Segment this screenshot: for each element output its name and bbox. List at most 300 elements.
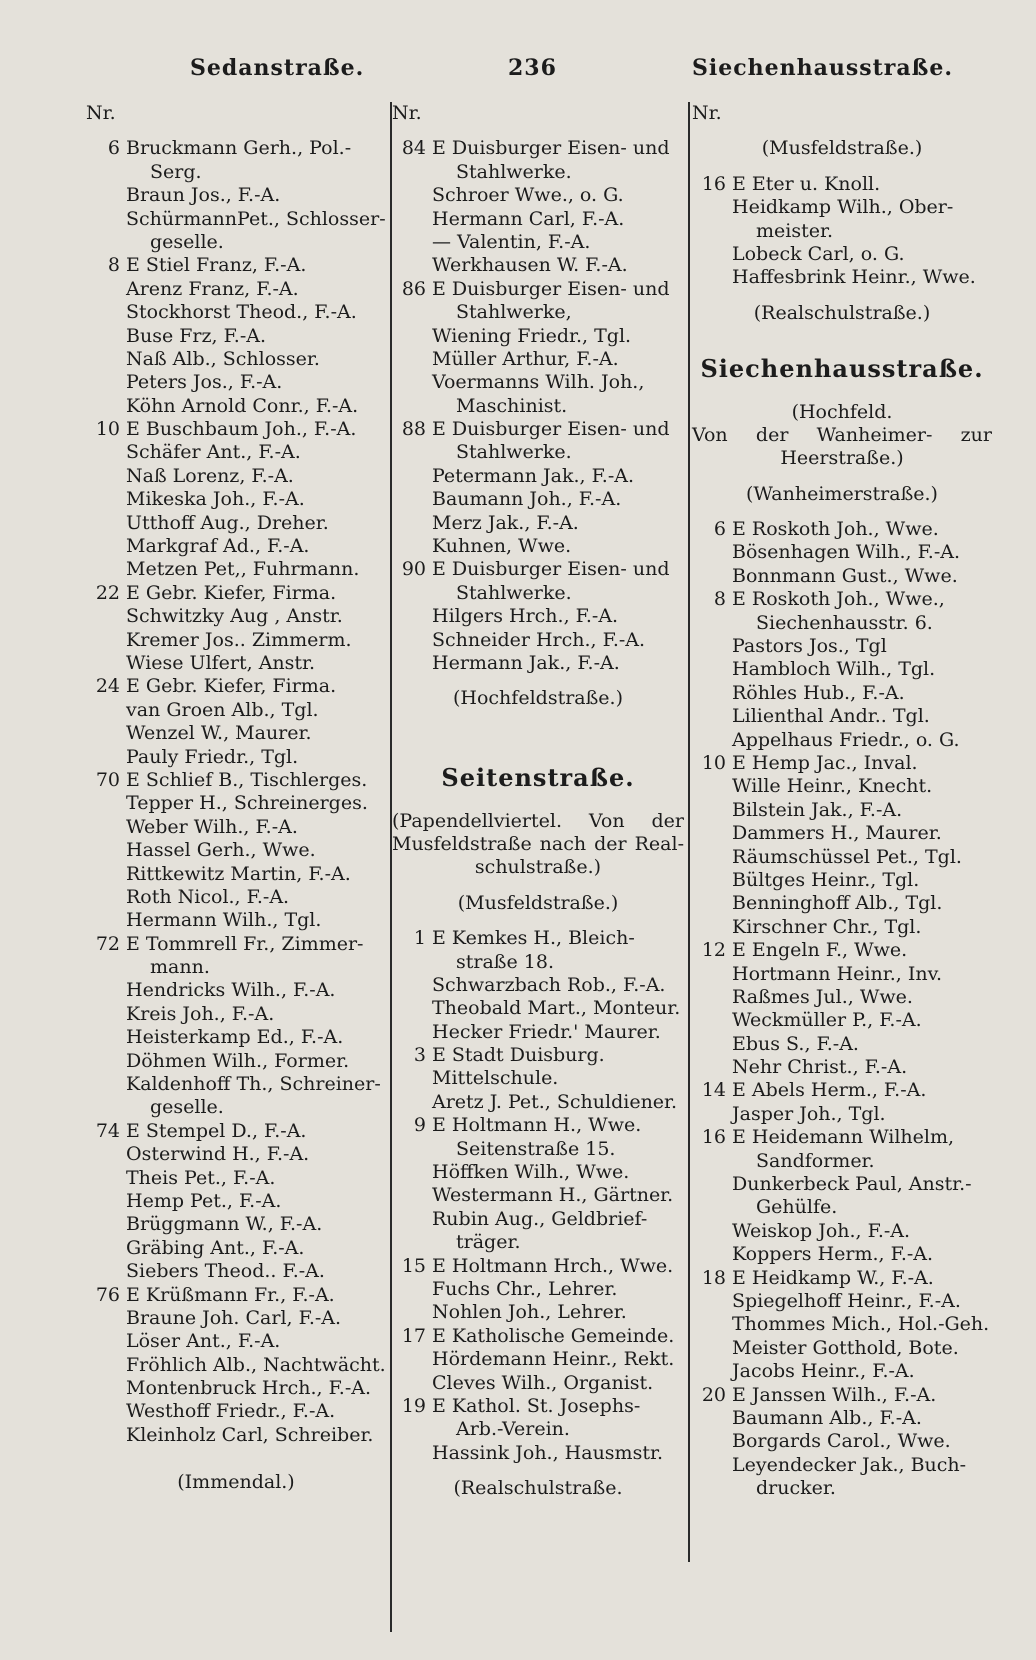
- street-desc-line-3: Heerstraße.): [780, 447, 904, 470]
- street-title-seitenstrasse: Seitenstraße.: [441, 762, 635, 792]
- directory-entry: [86, 839, 386, 862]
- directory-entry: [86, 1330, 386, 1353]
- directory-entry: [392, 1138, 684, 1161]
- resident-text: Naß Alb., Schlosser.: [126, 347, 320, 370]
- resident-text: Benninghoff Alb., Tgl.: [732, 892, 943, 915]
- resident-text: Cleves Wilh., Organist.: [432, 1371, 654, 1394]
- directory-entry: [692, 1313, 992, 1336]
- resident-text: Aretz J. Pet., Schuldiener.: [432, 1090, 678, 1113]
- resident-text: Meister Gotthold, Bote.: [732, 1336, 959, 1359]
- resident-text: E Holtmann Hrch., Wwe.: [432, 1254, 674, 1277]
- resident-text: Seitenstraße 15.: [456, 1137, 616, 1160]
- resident-text: Stahlwerke.: [456, 441, 572, 464]
- resident-text: Hermann Carl, F.-A.: [432, 207, 625, 230]
- directory-entry: [692, 846, 992, 869]
- resident-text: Nehr Christ., F.-A.: [732, 1056, 908, 1079]
- resident-text: E Heidkamp W., F.-A.: [732, 1266, 934, 1289]
- directory-entry: [392, 605, 684, 628]
- resident-text: Fuchs Chr., Lehrer.: [432, 1277, 618, 1300]
- directory-entry: [392, 371, 684, 394]
- directory-entry: [692, 963, 992, 986]
- resident-text: Maschinist.: [456, 394, 568, 417]
- column-rule-right: [688, 102, 690, 1562]
- resident-text: Bültges Heinr., Tgl.: [732, 868, 920, 891]
- directory-entry: [86, 395, 386, 418]
- resident-text: E Tommrell Fr., Zimmer-: [126, 932, 364, 955]
- directory-entry: [86, 1213, 386, 1236]
- resident-text: E Janssen Wilh., F.-A.: [732, 1383, 937, 1406]
- directory-entry: [692, 869, 992, 892]
- resident-text: Arb.-Verein.: [456, 1418, 570, 1441]
- directory-entry: [86, 137, 386, 160]
- directory-entry: [392, 1255, 684, 1278]
- resident-text: Petermann Jak., F.-A.: [432, 464, 635, 487]
- resident-text: Westermann H., Gärtner.: [432, 1184, 674, 1207]
- resident-text: Stockhorst Theod., F.-A.: [126, 301, 357, 324]
- resident-text: Voermanns Wilh. Joh.,: [432, 371, 645, 394]
- resident-text: Fröhlich Alb., Nachtwächt.: [126, 1353, 386, 1376]
- directory-entry: [86, 488, 386, 511]
- resident-text: E Duisburger Eisen- und: [432, 137, 670, 160]
- resident-text: Pauly Friedr., Tgl.: [126, 745, 299, 768]
- resident-text: Lobeck Carl, o. G.: [732, 242, 905, 265]
- resident-text: Schwitzky Aug , Anstr.: [126, 605, 343, 628]
- resident-text: Höffken Wilh., Wwe.: [432, 1161, 630, 1184]
- resident-text: E Krüßmann Fr., F.-A.: [126, 1283, 335, 1306]
- resident-text: E Stempel D., F.-A.: [126, 1119, 307, 1142]
- directory-entry: [692, 196, 992, 219]
- directory-entry: [86, 979, 386, 1002]
- page-number: 236: [508, 55, 557, 81]
- resident-text: E Roskoth Joh., Wwe.,: [732, 588, 945, 611]
- resident-text: E Abels Herm., F.-A.: [732, 1079, 927, 1102]
- resident-text: Thommes Mich., Hol.-Geh.: [732, 1313, 990, 1336]
- resident-text: Heisterkamp Ed., F.-A.: [126, 1026, 344, 1049]
- house-number: 86: [401, 277, 426, 300]
- resident-text: Leyendecker Jak., Buch-: [732, 1453, 967, 1476]
- directory-entry: [86, 1143, 386, 1166]
- resident-text: Hördemann Heinr., Rekt.: [432, 1348, 675, 1371]
- resident-text: Naß Lorenz, F.-A.: [126, 464, 294, 487]
- resident-text: Hermann Jak., F.-A.: [432, 651, 620, 674]
- directory-entry: [392, 927, 684, 950]
- house-number: 10: [95, 418, 120, 441]
- directory-entry: [392, 1067, 684, 1090]
- directory-entry: [392, 1278, 684, 1301]
- resident-text: Mittelschule.: [432, 1067, 559, 1090]
- resident-text: E Roskoth Joh., Wwe.: [732, 518, 939, 541]
- directory-entry: [86, 278, 386, 301]
- resident-text: Tepper H., Schreinerges.: [126, 792, 368, 815]
- directory-entry: [692, 1360, 992, 1383]
- resident-text: Spiegelhoff Heinr., F.-A.: [732, 1289, 961, 1312]
- header-right-street: Siechenhausstraße.: [692, 55, 954, 81]
- house-number: 18: [701, 1266, 726, 1289]
- resident-text: Nohlen Joh., Lehrer.: [432, 1301, 627, 1324]
- resident-text: Müller Arthur, F.-A.: [432, 347, 619, 370]
- resident-text: Haffesbrink Heinr., Wwe.: [732, 266, 976, 289]
- resident-text: Hendricks Wilh., F.-A.: [126, 979, 336, 1002]
- directory-entry: [692, 682, 992, 705]
- resident-text: Jacobs Heinr., F.-A.: [732, 1360, 915, 1383]
- directory-entry: [392, 441, 684, 464]
- directory-entry: [392, 1184, 684, 1207]
- directory-entry: [86, 1096, 386, 1119]
- resident-text: Räumschüssel Pet., Tgl.: [732, 845, 962, 868]
- directory-entry: [86, 605, 386, 628]
- cross-street-wanheimer: (Wanheimerstraße.): [746, 482, 938, 505]
- directory-entry: [692, 1056, 992, 1079]
- directory-entry: [392, 137, 684, 160]
- directory-entry: [86, 348, 386, 371]
- resident-text: Schneider Hrch., F.-A.: [432, 628, 646, 651]
- resident-text: Utthoff Aug., Dreher.: [126, 511, 329, 534]
- resident-text: Siechenhausstr. 6.: [756, 611, 933, 634]
- resident-text: Westhoff Friedr., F.-A.: [126, 1400, 336, 1423]
- directory-entry: [692, 1243, 992, 1266]
- resident-text: Stahlwerke.: [456, 581, 572, 604]
- resident-text: Rittkewitz Martin, F.-A.: [126, 862, 351, 885]
- directory-entry: [86, 441, 386, 464]
- directory-entry: [392, 1021, 684, 1044]
- directory-entry: [692, 1477, 992, 1500]
- directory-entry: [692, 1290, 992, 1313]
- directory-entry: [392, 161, 684, 184]
- resident-text: Stahlwerke.: [456, 160, 572, 183]
- directory-entry: [86, 1190, 386, 1213]
- house-number: 9: [413, 1114, 426, 1137]
- house-number: 17: [401, 1324, 426, 1347]
- directory-entry: [392, 348, 684, 371]
- directory-entry: [86, 1400, 386, 1423]
- directory-entry: [692, 705, 992, 728]
- directory-entry: [692, 916, 992, 939]
- resident-text: geselle.: [150, 1096, 224, 1119]
- resident-text: E Holtmann H., Wwe.: [432, 1114, 642, 1137]
- resident-text: Kaldenhoff Th., Schreiner-: [126, 1073, 381, 1096]
- street-desc-line-1: (Papendellviertel. Von der: [392, 809, 684, 832]
- directory-entry: [692, 173, 992, 196]
- house-number: 16: [701, 1126, 726, 1149]
- column-1: [86, 102, 386, 1494]
- resident-text: Peters Jos., F.-A.: [126, 371, 283, 394]
- resident-text: Weber Wilh., F.-A.: [126, 815, 298, 838]
- directory-entry: [86, 465, 386, 488]
- house-number: 20: [701, 1383, 726, 1406]
- cross-street-musfeld: (Musfeldstraße.): [457, 891, 619, 914]
- resident-text: Baumann Alb., F.-A.: [732, 1406, 922, 1429]
- house-number: 19: [401, 1394, 426, 1417]
- resident-text: straße 18.: [456, 950, 554, 973]
- street-desc-line-2: Von der Wanheimer- zur: [692, 423, 992, 446]
- house-number: 24: [95, 675, 120, 698]
- resident-text: Bilstein Jak., F.-A.: [732, 798, 903, 821]
- nr-label: Nr.: [392, 102, 422, 124]
- directory-entry: [86, 746, 386, 769]
- resident-text: Baumann Joh., F.-A.: [432, 488, 622, 511]
- directory-entry: [692, 1103, 992, 1126]
- directory-entry: [86, 1026, 386, 1049]
- directory-entry: [86, 1073, 386, 1096]
- resident-text: E Duisburger Eisen- und: [432, 418, 670, 441]
- nr-label: Nr.: [86, 102, 116, 124]
- resident-text: Koppers Herm., F.-A.: [732, 1243, 934, 1266]
- col1-entries: [86, 137, 386, 1447]
- cross-street-immendal: (Immendal.): [177, 1470, 295, 1493]
- directory-entry: [392, 1208, 684, 1231]
- directory-entry: [692, 612, 992, 635]
- directory-entry: [692, 1220, 992, 1243]
- resident-text: Schwarzbach Rob., F.-A.: [432, 973, 666, 996]
- resident-text: Wille Heinr., Knecht.: [732, 775, 933, 798]
- resident-text: Buse Frz, F.-A.: [126, 324, 267, 347]
- directory-entry: [86, 956, 386, 979]
- cross-street-realschul: (Realschulstraße.): [753, 301, 931, 324]
- directory-entry: [86, 1120, 386, 1143]
- col3-entries-a: [692, 173, 992, 290]
- street-title-siechenhausstrasse: Siechenhausstraße.: [700, 353, 984, 383]
- house-number: 76: [95, 1283, 120, 1306]
- directory-entry: [392, 974, 684, 997]
- directory-entry: [392, 488, 684, 511]
- resident-text: mann.: [150, 956, 210, 979]
- resident-text: Appelhaus Friedr., o. G.: [732, 728, 960, 751]
- directory-entry: [86, 184, 386, 207]
- directory-entry: [392, 951, 684, 974]
- directory-entry: [692, 1430, 992, 1453]
- directory-entry: [86, 535, 386, 558]
- resident-text: E Stadt Duisburg.: [432, 1044, 605, 1067]
- resident-text: Lilienthal Andr.. Tgl.: [732, 705, 930, 728]
- directory-entry: [392, 512, 684, 535]
- directory-entry: [86, 1377, 386, 1400]
- directory-entry: [86, 792, 386, 815]
- cross-street-hochfeld: (Hochfeldstraße.): [453, 687, 623, 710]
- directory-entry: [86, 582, 386, 605]
- resident-text: Arenz Franz, F.-A.: [126, 277, 299, 300]
- resident-text: — Valentin, F.-A.: [432, 230, 591, 253]
- directory-entry: [392, 1372, 684, 1395]
- resident-text: E Engeln F., Wwe.: [732, 939, 908, 962]
- directory-entry: [392, 629, 684, 652]
- resident-text: Ebus S., F.-A.: [732, 1032, 859, 1055]
- directory-entry: [692, 1407, 992, 1430]
- directory-entry: [692, 243, 992, 266]
- directory-entry: [392, 1301, 684, 1324]
- directory-entry: [392, 1442, 684, 1465]
- house-number: 74: [95, 1119, 120, 1142]
- directory-entry: [86, 699, 386, 722]
- resident-text: Hecker Friedr.' Maurer.: [432, 1020, 661, 1043]
- directory-entry: [692, 1267, 992, 1290]
- house-number: 6: [107, 137, 120, 160]
- resident-text: Schäfer Ant., F.-A.: [126, 441, 301, 464]
- street-desc-line-2: Musfeldstraße nach der Real-: [392, 832, 684, 855]
- directory-entry: [392, 652, 684, 675]
- directory-entry: [392, 1348, 684, 1371]
- house-number: 8: [107, 254, 120, 277]
- resident-text: Roth Nicol., F.-A.: [126, 885, 290, 908]
- directory-entry: [86, 1167, 386, 1190]
- directory-entry: [692, 1454, 992, 1477]
- resident-text: Hilgers Hrch., F.-A.: [432, 605, 619, 628]
- resident-text: E Stiel Franz, F.-A.: [126, 254, 307, 277]
- house-number: 90: [401, 558, 426, 581]
- resident-text: Rubin Aug., Geldbrief-: [432, 1207, 648, 1230]
- directory-entry: [692, 1196, 992, 1219]
- column-2: [392, 102, 684, 1500]
- directory-entry: [86, 1307, 386, 1330]
- resident-text: E Kathol. St. Josephs-: [432, 1394, 641, 1417]
- directory-entry: [392, 558, 684, 581]
- resident-text: Hemp Pet., F.-A.: [126, 1189, 282, 1212]
- directory-entry: [86, 675, 386, 698]
- resident-text: Kuhnen, Wwe.: [432, 535, 572, 558]
- directory-entry: [392, 465, 684, 488]
- directory-entry: [692, 799, 992, 822]
- resident-text: E Eter u. Knoll.: [732, 172, 881, 195]
- directory-entry: [392, 997, 684, 1020]
- resident-text: Wiening Friedr., Tgl.: [432, 324, 632, 347]
- resident-text: E Gebr. Kiefer, Firma.: [126, 675, 337, 698]
- resident-text: Löser Ant., F.-A.: [126, 1330, 281, 1353]
- resident-text: Dunkerbeck Paul, Anstr.-: [732, 1173, 972, 1196]
- directory-entry: [86, 418, 386, 441]
- resident-text: Dammers H., Maurer.: [732, 822, 942, 845]
- directory-entry: [692, 1173, 992, 1196]
- resident-text: Metzen Pet,, Fuhrmann.: [126, 558, 360, 581]
- resident-text: Bösenhagen Wilh., F.-A.: [732, 541, 961, 564]
- resident-text: E Gebr. Kiefer, Firma.: [126, 581, 337, 604]
- directory-entry: [692, 1337, 992, 1360]
- house-number: 16: [701, 172, 726, 195]
- resident-text: Borgards Carol., Wwe.: [732, 1430, 951, 1453]
- resident-text: Bruckmann Gerh., Pol.-: [126, 137, 352, 160]
- house-number: 88: [401, 418, 426, 441]
- directory-entry: [86, 652, 386, 675]
- nr-label: Nr.: [692, 102, 722, 124]
- resident-text: Wenzel W., Maurer.: [126, 722, 312, 745]
- resident-text: Hermann Wilh., Tgl.: [126, 909, 322, 932]
- directory-entry: [692, 986, 992, 1009]
- resident-text: Mikeska Joh., F.-A.: [126, 488, 305, 511]
- resident-text: Braun Jos., F.-A.: [126, 184, 281, 207]
- resident-text: Theobald Mart., Monteur.: [432, 997, 681, 1020]
- column-3: [692, 102, 992, 1500]
- resident-text: geselle.: [150, 230, 224, 253]
- directory-entry: [86, 325, 386, 348]
- resident-text: Markgraf Ad., F.-A.: [126, 535, 310, 558]
- resident-text: E Buschbaum Joh., F.-A.: [126, 418, 357, 441]
- resident-text: van Groen Alb., Tgl.: [126, 698, 319, 721]
- resident-text: E Heidemann Wilhelm,: [732, 1126, 955, 1149]
- directory-entry: [86, 886, 386, 909]
- directory-entry: [86, 1237, 386, 1260]
- directory-entry: [692, 588, 992, 611]
- col2-entries-b: [392, 927, 684, 1465]
- directory-entry: [392, 278, 684, 301]
- directory-entry: [86, 816, 386, 839]
- directory-entry: [692, 752, 992, 775]
- house-number: 10: [701, 751, 726, 774]
- directory-entry: [692, 266, 992, 289]
- directory-entry: [86, 231, 386, 254]
- house-number: 1: [413, 927, 426, 950]
- street-desc-line-1: (Hochfeld.: [791, 400, 893, 423]
- directory-entry: [692, 729, 992, 752]
- resident-text: Braune Joh. Carl, F.-A.: [126, 1306, 342, 1329]
- house-number: 12: [701, 939, 726, 962]
- directory-entry: [692, 1384, 992, 1407]
- directory-entry: [86, 161, 386, 184]
- directory-entry: [692, 1033, 992, 1056]
- directory-entry: [392, 208, 684, 231]
- resident-text: Brüggmann W., F.-A.: [126, 1213, 323, 1236]
- resident-text: Raßmes Jul., Wwe.: [732, 985, 913, 1008]
- directory-entry: [392, 184, 684, 207]
- house-number: 84: [401, 137, 426, 160]
- resident-text: Hassink Joh., Hausmstr.: [432, 1441, 663, 1464]
- resident-text: E Hemp Jac., Inval.: [732, 751, 918, 774]
- house-number: 70: [95, 768, 120, 791]
- street-desc-line-3: schulstraße.): [474, 856, 602, 879]
- directory-entry: [86, 909, 386, 932]
- directory-entry: [392, 1114, 684, 1137]
- directory-entry: [392, 1044, 684, 1067]
- directory-entry: [692, 892, 992, 915]
- directory-entry: [392, 535, 684, 558]
- resident-text: Pastors Jos., Tgl: [732, 635, 887, 658]
- cross-street-musfeld: (Musfeldstraße.): [761, 137, 923, 160]
- directory-entry: [392, 582, 684, 605]
- resident-text: Hassel Gerh., Wwe.: [126, 839, 316, 862]
- directory-entry: [692, 939, 992, 962]
- house-number: 22: [95, 581, 120, 604]
- resident-text: SchürmannPet., Schlosser-: [126, 207, 386, 230]
- directory-entry: [86, 301, 386, 324]
- resident-text: Weckmüller P., F.-A.: [732, 1009, 922, 1032]
- directory-entry: [86, 254, 386, 277]
- resident-text: Gehülfe.: [756, 1196, 838, 1219]
- resident-text: Bonnmann Gust., Wwe.: [732, 564, 958, 587]
- directory-entry: [692, 822, 992, 845]
- directory-entry: [86, 1424, 386, 1447]
- directory-entry: [86, 1284, 386, 1307]
- directory-entry: [392, 254, 684, 277]
- resident-text: Hortmann Heinr., Inv.: [732, 962, 943, 985]
- directory-entry: [692, 1150, 992, 1173]
- directory-entry: [86, 722, 386, 745]
- col2-entries-a: [392, 137, 684, 675]
- directory-entry: [392, 418, 684, 441]
- directory-entry: [392, 231, 684, 254]
- resident-text: Weiskop Joh., F.-A.: [732, 1219, 911, 1242]
- resident-text: Gräbing Ant., F.-A.: [126, 1236, 305, 1259]
- resident-text: E Schlief B., Tischlerges.: [126, 768, 368, 791]
- directory-entry: [392, 1395, 684, 1418]
- resident-text: Kirschner Chr., Tgl.: [732, 915, 922, 938]
- directory-entry: [692, 541, 992, 564]
- house-number: 3: [413, 1044, 426, 1067]
- directory-entry: [692, 220, 992, 243]
- directory-entry: [86, 1260, 386, 1283]
- directory-entry: [86, 512, 386, 535]
- resident-text: Schroer Wwe., o. G.: [432, 184, 624, 207]
- resident-text: drucker.: [756, 1477, 836, 1500]
- resident-text: Osterwind H., F.-A.: [126, 1143, 310, 1166]
- directory-entry: [392, 395, 684, 418]
- directory-entry: [86, 769, 386, 792]
